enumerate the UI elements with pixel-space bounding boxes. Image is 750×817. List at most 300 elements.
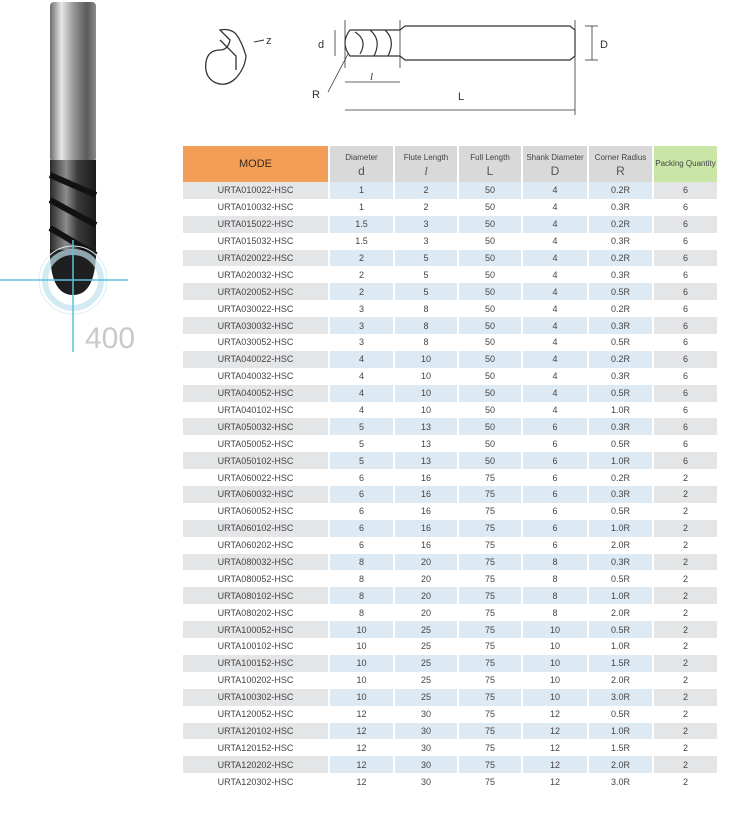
cell-diameter: 6 — [330, 503, 393, 520]
cell-flute-length: 16 — [395, 520, 457, 537]
cell-packing-quantity: 2 — [654, 638, 717, 655]
cell-diameter: 2 — [330, 283, 393, 300]
cell-corner-radius: 0.2R — [589, 300, 652, 317]
cell-full-length: 75 — [459, 773, 521, 790]
cell-flute-length: 10 — [395, 402, 457, 419]
cell-full-length: 75 — [459, 621, 521, 638]
cell-shank-diameter: 4 — [523, 334, 587, 351]
cell-packing-quantity: 2 — [654, 706, 717, 723]
cell-shank-diameter: 6 — [523, 469, 587, 486]
table-row — [183, 689, 717, 706]
table-row — [183, 739, 717, 756]
table-row — [183, 773, 717, 790]
cell-packing-quantity: 2 — [654, 689, 717, 706]
table-row — [183, 723, 717, 740]
cell-model: URTA020052-HSC — [183, 283, 328, 300]
table-row — [183, 317, 717, 334]
cell-model: URTA050102-HSC — [183, 452, 328, 469]
cell-packing-quantity: 2 — [654, 554, 717, 571]
cell-corner-radius: 1.0R — [589, 452, 652, 469]
cell-packing-quantity: 6 — [654, 283, 717, 300]
cell-flute-length: 13 — [395, 452, 457, 469]
label-D: D — [600, 39, 608, 51]
cell-flute-length: 25 — [395, 655, 457, 672]
cell-model: URTA015032-HSC — [183, 233, 328, 250]
cell-corner-radius: 0.3R — [589, 486, 652, 503]
table-row — [183, 452, 717, 469]
cell-full-length: 50 — [459, 216, 521, 233]
cell-flute-length: 5 — [395, 266, 457, 283]
cell-diameter: 10 — [330, 689, 393, 706]
cell-shank-diameter: 8 — [523, 554, 587, 571]
cell-shank-diameter: 10 — [523, 655, 587, 672]
cell-corner-radius: 0.3R — [589, 317, 652, 334]
cell-corner-radius: 0.3R — [589, 554, 652, 571]
cell-full-length: 50 — [459, 266, 521, 283]
cell-flute-length: 30 — [395, 756, 457, 773]
cell-corner-radius: 0.3R — [589, 266, 652, 283]
table-row — [183, 385, 717, 402]
cell-shank-diameter: 4 — [523, 250, 587, 267]
cell-packing-quantity: 6 — [654, 368, 717, 385]
cell-model: URTA040052-HSC — [183, 385, 328, 402]
table-row — [183, 334, 717, 351]
cell-flute-length: 30 — [395, 739, 457, 756]
cell-shank-diameter: 12 — [523, 739, 587, 756]
cell-packing-quantity: 2 — [654, 469, 717, 486]
cell-diameter: 2 — [330, 250, 393, 267]
cell-diameter: 6 — [330, 486, 393, 503]
table-row — [183, 300, 717, 317]
cell-shank-diameter: 4 — [523, 216, 587, 233]
cell-model: URTA120102-HSC — [183, 723, 328, 740]
cell-full-length: 50 — [459, 199, 521, 216]
table-row — [183, 756, 717, 773]
cell-flute-length: 10 — [395, 351, 457, 368]
cell-corner-radius: 1.0R — [589, 723, 652, 740]
cell-shank-diameter: 4 — [523, 351, 587, 368]
cell-shank-diameter: 6 — [523, 418, 587, 435]
cell-packing-quantity: 2 — [654, 537, 717, 554]
table-row — [183, 435, 717, 452]
cell-full-length: 50 — [459, 368, 521, 385]
header-packing-quantity: Packing Quantity — [654, 146, 717, 182]
table-row — [183, 216, 717, 233]
cell-corner-radius: 0.5R — [589, 283, 652, 300]
cell-diameter: 10 — [330, 655, 393, 672]
cell-model: URTA080052-HSC — [183, 570, 328, 587]
cell-diameter: 4 — [330, 402, 393, 419]
cell-flute-length: 20 — [395, 554, 457, 571]
cell-full-length: 75 — [459, 520, 521, 537]
header-diameter: Diameter d — [330, 146, 393, 182]
cell-diameter: 4 — [330, 368, 393, 385]
cell-shank-diameter: 10 — [523, 689, 587, 706]
cell-corner-radius: 0.3R — [589, 418, 652, 435]
cell-shank-diameter: 4 — [523, 283, 587, 300]
cell-model: URTA010022-HSC — [183, 182, 328, 199]
cell-shank-diameter: 6 — [523, 503, 587, 520]
cell-shank-diameter: 10 — [523, 672, 587, 689]
cell-corner-radius: 2.0R — [589, 756, 652, 773]
cell-shank-diameter: 8 — [523, 587, 587, 604]
cell-flute-length: 5 — [395, 250, 457, 267]
cell-model: URTA100152-HSC — [183, 655, 328, 672]
cell-flute-length: 16 — [395, 469, 457, 486]
cell-packing-quantity: 6 — [654, 334, 717, 351]
header-flute-length: Flute Length l — [395, 146, 457, 182]
cell-model: URTA120152-HSC — [183, 739, 328, 756]
cell-packing-quantity: 2 — [654, 604, 717, 621]
cell-shank-diameter: 12 — [523, 723, 587, 740]
cell-corner-radius: 0.2R — [589, 216, 652, 233]
end-mill-photo — [0, 0, 170, 360]
cell-diameter: 10 — [330, 638, 393, 655]
cell-packing-quantity: 2 — [654, 570, 717, 587]
cell-full-length: 75 — [459, 554, 521, 571]
cell-diameter: 5 — [330, 435, 393, 452]
label-l: l — [370, 71, 374, 83]
cell-full-length: 75 — [459, 739, 521, 756]
cell-diameter: 3 — [330, 317, 393, 334]
cell-shank-diameter: 6 — [523, 452, 587, 469]
table-row — [183, 283, 717, 300]
cell-corner-radius: 3.0R — [589, 773, 652, 790]
cell-shank-diameter: 4 — [523, 266, 587, 283]
cell-diameter: 6 — [330, 520, 393, 537]
dimension-drawing — [190, 10, 630, 120]
cell-shank-diameter: 8 — [523, 570, 587, 587]
cell-shank-diameter: 4 — [523, 317, 587, 334]
cell-flute-length: 16 — [395, 486, 457, 503]
cell-corner-radius: 1.0R — [589, 520, 652, 537]
cell-shank-diameter: 6 — [523, 435, 587, 452]
cell-corner-radius: 0.5R — [589, 385, 652, 402]
header-corner-radius: Corner Radius R — [589, 146, 652, 182]
cell-diameter: 5 — [330, 452, 393, 469]
cell-packing-quantity: 6 — [654, 351, 717, 368]
cell-model: URTA060202-HSC — [183, 537, 328, 554]
cell-flute-length: 30 — [395, 706, 457, 723]
cell-corner-radius: 2.0R — [589, 672, 652, 689]
table-row — [183, 554, 717, 571]
cell-model: URTA100102-HSC — [183, 638, 328, 655]
cell-full-length: 75 — [459, 756, 521, 773]
cell-packing-quantity: 6 — [654, 385, 717, 402]
cell-packing-quantity: 6 — [654, 250, 717, 267]
cell-packing-quantity: 2 — [654, 739, 717, 756]
cell-packing-quantity: 6 — [654, 402, 717, 419]
cell-corner-radius: 2.0R — [589, 537, 652, 554]
cell-full-length: 50 — [459, 402, 521, 419]
cell-corner-radius: 1.0R — [589, 402, 652, 419]
cell-flute-length: 25 — [395, 689, 457, 706]
cell-full-length: 50 — [459, 300, 521, 317]
cell-full-length: 75 — [459, 689, 521, 706]
cell-model: URTA100302-HSC — [183, 689, 328, 706]
cell-flute-length: 13 — [395, 435, 457, 452]
cell-model: URTA050032-HSC — [183, 418, 328, 435]
cell-flute-length: 8 — [395, 334, 457, 351]
cell-diameter: 1 — [330, 182, 393, 199]
cell-full-length: 75 — [459, 469, 521, 486]
cell-model: URTA120302-HSC — [183, 773, 328, 790]
cell-flute-length: 16 — [395, 537, 457, 554]
cell-diameter: 6 — [330, 537, 393, 554]
label-d: d — [318, 39, 325, 51]
cell-flute-length: 20 — [395, 587, 457, 604]
label-R: R — [312, 89, 320, 101]
table-row — [183, 182, 717, 199]
table-row — [183, 199, 717, 216]
cell-model: URTA010032-HSC — [183, 199, 328, 216]
cell-model: URTA120052-HSC — [183, 706, 328, 723]
cell-model: URTA060022-HSC — [183, 469, 328, 486]
cell-shank-diameter: 4 — [523, 199, 587, 216]
cell-diameter: 6 — [330, 469, 393, 486]
cell-flute-length: 3 — [395, 216, 457, 233]
cell-shank-diameter: 4 — [523, 233, 587, 250]
cell-model: URTA100052-HSC — [183, 621, 328, 638]
cell-flute-length: 25 — [395, 672, 457, 689]
header-full-length: Full Length L — [459, 146, 521, 182]
cell-diameter: 12 — [330, 756, 393, 773]
cell-corner-radius: 0.5R — [589, 570, 652, 587]
cell-full-length: 50 — [459, 452, 521, 469]
cell-model: URTA080032-HSC — [183, 554, 328, 571]
cell-flute-length: 2 — [395, 199, 457, 216]
table-row — [183, 486, 717, 503]
cell-packing-quantity: 6 — [654, 216, 717, 233]
cell-flute-length: 13 — [395, 418, 457, 435]
cell-diameter: 8 — [330, 587, 393, 604]
cell-corner-radius: 1.0R — [589, 638, 652, 655]
cell-corner-radius: 0.5R — [589, 503, 652, 520]
cell-corner-radius: 2.0R — [589, 604, 652, 621]
cell-diameter: 12 — [330, 773, 393, 790]
cell-packing-quantity: 2 — [654, 587, 717, 604]
cell-packing-quantity: 2 — [654, 723, 717, 740]
cell-diameter: 1.5 — [330, 233, 393, 250]
cell-packing-quantity: 6 — [654, 266, 717, 283]
cell-corner-radius: 3.0R — [589, 689, 652, 706]
cell-full-length: 75 — [459, 655, 521, 672]
cell-corner-radius: 0.3R — [589, 199, 652, 216]
cell-packing-quantity: 6 — [654, 452, 717, 469]
cell-packing-quantity: 2 — [654, 486, 717, 503]
cell-full-length: 50 — [459, 385, 521, 402]
cell-model: URTA030052-HSC — [183, 334, 328, 351]
cell-full-length: 50 — [459, 334, 521, 351]
table-row — [183, 402, 717, 419]
cell-shank-diameter: 8 — [523, 604, 587, 621]
cell-diameter: 12 — [330, 723, 393, 740]
table-row — [183, 233, 717, 250]
cell-packing-quantity: 2 — [654, 621, 717, 638]
cell-diameter: 5 — [330, 418, 393, 435]
cell-flute-length: 20 — [395, 570, 457, 587]
cell-corner-radius: 1.0R — [589, 587, 652, 604]
label-L: L — [458, 91, 465, 103]
header-shank-diameter: Shank Diameter D — [523, 146, 587, 182]
cell-model: URTA080202-HSC — [183, 604, 328, 621]
cell-packing-quantity: 6 — [654, 300, 717, 317]
cell-full-length: 50 — [459, 283, 521, 300]
table-row — [183, 368, 717, 385]
cell-full-length: 75 — [459, 672, 521, 689]
table-row — [183, 706, 717, 723]
cell-corner-radius: 0.5R — [589, 435, 652, 452]
cell-corner-radius: 0.5R — [589, 706, 652, 723]
table-row — [183, 250, 717, 267]
cell-diameter: 1.5 — [330, 216, 393, 233]
cell-flute-length: 8 — [395, 300, 457, 317]
cell-packing-quantity: 6 — [654, 182, 717, 199]
cell-diameter: 4 — [330, 385, 393, 402]
cell-diameter: 2 — [330, 266, 393, 283]
cell-flute-length: 10 — [395, 368, 457, 385]
cell-diameter: 4 — [330, 351, 393, 368]
cell-model: URTA030032-HSC — [183, 317, 328, 334]
table-row — [183, 520, 717, 537]
table-row — [183, 638, 717, 655]
cell-full-length: 75 — [459, 486, 521, 503]
cell-model: URTA060032-HSC — [183, 486, 328, 503]
table-row — [183, 672, 717, 689]
cell-diameter: 3 — [330, 300, 393, 317]
cell-diameter: 12 — [330, 739, 393, 756]
label-z: z — [266, 35, 272, 47]
cell-packing-quantity: 6 — [654, 199, 717, 216]
cell-corner-radius: 0.3R — [589, 368, 652, 385]
cell-model: URTA050052-HSC — [183, 435, 328, 452]
cell-full-length: 75 — [459, 570, 521, 587]
cell-model: URTA100202-HSC — [183, 672, 328, 689]
cell-flute-length: 8 — [395, 317, 457, 334]
cell-shank-diameter: 4 — [523, 182, 587, 199]
cell-shank-diameter: 12 — [523, 756, 587, 773]
spec-table — [181, 146, 719, 790]
cell-flute-length: 3 — [395, 233, 457, 250]
table-row — [183, 621, 717, 638]
cell-flute-length: 10 — [395, 385, 457, 402]
cell-model: URTA040102-HSC — [183, 402, 328, 419]
cell-model: URTA020022-HSC — [183, 250, 328, 267]
cell-model: URTA060102-HSC — [183, 520, 328, 537]
cell-full-length: 50 — [459, 435, 521, 452]
table-row — [183, 469, 717, 486]
cell-corner-radius: 0.5R — [589, 621, 652, 638]
cell-full-length: 75 — [459, 537, 521, 554]
cell-packing-quantity: 6 — [654, 233, 717, 250]
table-header-row — [183, 146, 717, 182]
cell-full-length: 75 — [459, 706, 521, 723]
cell-full-length: 75 — [459, 587, 521, 604]
cell-shank-diameter: 6 — [523, 537, 587, 554]
cell-flute-length: 2 — [395, 182, 457, 199]
cell-corner-radius: 0.2R — [589, 351, 652, 368]
table-row — [183, 655, 717, 672]
header-mode: MODE — [183, 146, 328, 182]
cell-shank-diameter: 12 — [523, 773, 587, 790]
cell-packing-quantity: 2 — [654, 773, 717, 790]
cell-packing-quantity: 6 — [654, 435, 717, 452]
cell-packing-quantity: 2 — [654, 672, 717, 689]
end-view-icon — [206, 30, 246, 85]
cell-packing-quantity: 6 — [654, 317, 717, 334]
table-row — [183, 587, 717, 604]
cell-shank-diameter: 10 — [523, 638, 587, 655]
cell-full-length: 50 — [459, 351, 521, 368]
cell-packing-quantity: 6 — [654, 418, 717, 435]
cell-diameter: 10 — [330, 672, 393, 689]
cell-flute-length: 5 — [395, 283, 457, 300]
table-row — [183, 604, 717, 621]
cell-corner-radius: 0.5R — [589, 334, 652, 351]
cell-flute-length: 25 — [395, 621, 457, 638]
cell-full-length: 50 — [459, 317, 521, 334]
cell-packing-quantity: 2 — [654, 503, 717, 520]
cell-shank-diameter: 12 — [523, 706, 587, 723]
size-watermark: 400 — [85, 322, 136, 355]
cell-diameter: 8 — [330, 604, 393, 621]
cell-shank-diameter: 6 — [523, 520, 587, 537]
cell-corner-radius: 0.2R — [589, 182, 652, 199]
cell-corner-radius: 0.2R — [589, 469, 652, 486]
table-row — [183, 351, 717, 368]
cell-flute-length: 16 — [395, 503, 457, 520]
cell-full-length: 50 — [459, 250, 521, 267]
cell-diameter: 3 — [330, 334, 393, 351]
cell-corner-radius: 0.3R — [589, 233, 652, 250]
cell-model: URTA030022-HSC — [183, 300, 328, 317]
cell-shank-diameter: 4 — [523, 300, 587, 317]
cell-shank-diameter: 4 — [523, 402, 587, 419]
table-row — [183, 503, 717, 520]
cell-corner-radius: 0.2R — [589, 250, 652, 267]
cell-full-length: 75 — [459, 638, 521, 655]
cell-diameter: 8 — [330, 570, 393, 587]
cell-flute-length: 30 — [395, 773, 457, 790]
cell-model: URTA060052-HSC — [183, 503, 328, 520]
cell-model: URTA015022-HSC — [183, 216, 328, 233]
cell-model: URTA120202-HSC — [183, 756, 328, 773]
cell-diameter: 1 — [330, 199, 393, 216]
cell-shank-diameter: 4 — [523, 368, 587, 385]
cell-shank-diameter: 6 — [523, 486, 587, 503]
cell-full-length: 75 — [459, 503, 521, 520]
cell-shank-diameter: 10 — [523, 621, 587, 638]
table-row — [183, 266, 717, 283]
cell-flute-length: 20 — [395, 604, 457, 621]
cell-packing-quantity: 2 — [654, 756, 717, 773]
cell-full-length: 50 — [459, 182, 521, 199]
cell-shank-diameter: 4 — [523, 385, 587, 402]
cell-model: URTA040022-HSC — [183, 351, 328, 368]
cell-flute-length: 25 — [395, 638, 457, 655]
cell-packing-quantity: 2 — [654, 655, 717, 672]
cell-diameter: 10 — [330, 621, 393, 638]
cell-packing-quantity: 2 — [654, 520, 717, 537]
cell-diameter: 12 — [330, 706, 393, 723]
table-row — [183, 570, 717, 587]
table-row — [183, 537, 717, 554]
cell-model: URTA080102-HSC — [183, 587, 328, 604]
cell-flute-length: 30 — [395, 723, 457, 740]
table-row — [183, 418, 717, 435]
cell-full-length: 50 — [459, 233, 521, 250]
cell-full-length: 50 — [459, 418, 521, 435]
